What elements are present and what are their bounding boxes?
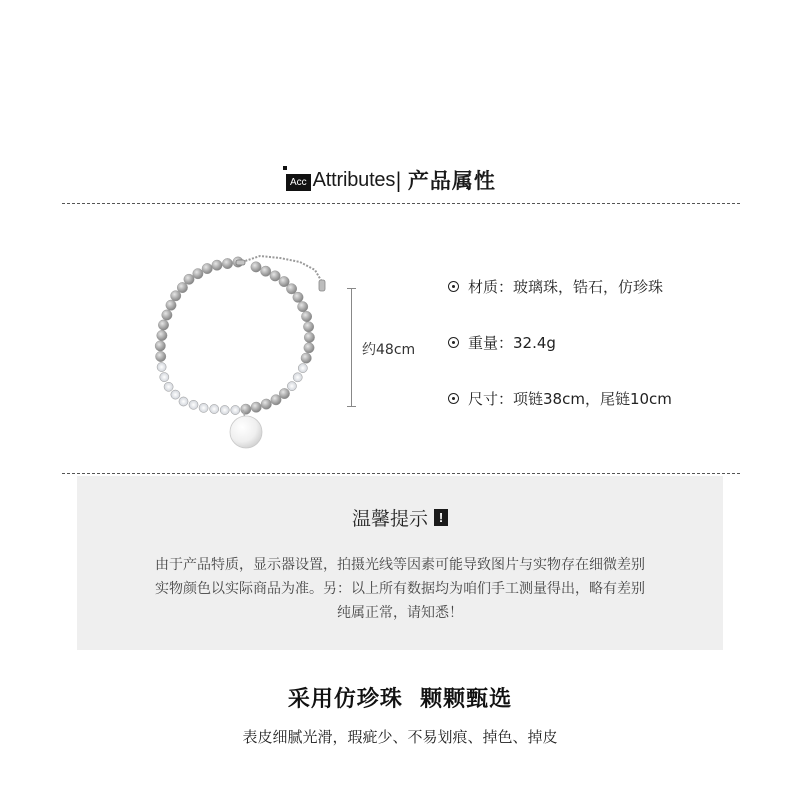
pearl-bead [270,271,280,281]
pearl-bead [304,343,314,353]
pearl-bead [222,258,232,268]
pearl-bead [241,404,251,414]
pearl-bead [261,266,271,276]
pearl-bead [261,399,271,409]
pearl-bead [301,353,311,363]
pearl-bead [162,310,172,320]
tips-title: 温馨提示 [351,508,428,530]
spec-label: 尺寸：项链38cm，尾链10cm [468,390,672,408]
pearl-bead [166,300,176,310]
pearl-bead [251,402,261,412]
pearl-bead [155,341,165,351]
heading-chinese: 产品属性 [407,169,496,193]
pearl-bead [157,330,167,340]
tips-line: 纯属正常，请知悉！ [337,605,463,621]
crystal-bead [220,405,229,414]
chain-tag [319,280,325,291]
dashed-divider-bottom [62,473,740,474]
spec-label: 重量：32.4g [468,334,556,352]
pearl-bead [171,291,181,301]
pearl-bead [177,282,187,292]
heading-separator: | [395,168,402,192]
clasp [236,260,245,265]
dashed-divider-top [62,203,740,204]
bullet-icon [448,281,459,292]
necklace-image [150,240,350,460]
crystal-bead [199,403,208,412]
spec-weight [448,332,556,353]
tips-panel [77,476,723,650]
pearl-bead [184,274,194,284]
bead-strand [155,257,314,415]
spec-size [448,388,672,409]
crystal-bead [231,405,240,414]
pearl-bead [303,322,313,332]
pearl-bead [193,269,203,279]
pearl-bead [293,292,303,302]
crystal-bead [164,382,173,391]
spec-label: 材质：玻璃珠，锆石，仿珍珠 [468,278,664,296]
spec-material [448,276,663,297]
crystal-bead [298,364,307,373]
pearl-bead [212,260,222,270]
pearl-bead [202,263,212,273]
exclamation-icon: ! [434,509,448,526]
section-heading [0,164,800,196]
crystal-bead [171,390,180,399]
crystal-bead [210,404,219,413]
tips-title-row [77,504,723,531]
pearl-bead [251,262,261,272]
bullet-icon [448,337,459,348]
pearl-bead [304,332,314,342]
feature-subtitle: 表皮细腻光滑，瑕疵少、不易划痕、掉色、掉皮 [242,728,558,746]
tips-text [97,553,703,625]
tips-line: 实物颜色以实际商品为准。另：以上所有数据均为咱们手工测量得出，略有差别 [155,581,645,597]
tips-line: 由于产品特质，显示器设置，拍摄光线等因素可能导致图片与实物存在细微差别 [155,557,645,573]
crystal-bead [179,397,188,406]
heading-english: Attributes [312,168,396,191]
pearl-bead [156,351,166,361]
pearl-bead [298,302,308,312]
crystal-bead [157,362,166,371]
pearl-bead [301,311,311,321]
dimension-line [351,288,352,406]
pearl-bead [158,320,168,330]
dimension-cap-bottom [347,406,356,407]
crystal-bead [160,373,169,382]
dimension-label: 约48cm [362,342,416,358]
bullet-icon [448,393,459,404]
pearl-bead [279,276,289,286]
pearl-bead [271,395,281,405]
crystal-bead [293,373,302,382]
feature-title: 采用仿珍珠 颗颗甄选 [287,687,513,712]
pendant-pearl [230,416,262,448]
crystal-bead [189,400,198,409]
crystal-bead [287,382,296,391]
heading-badge: Acc [286,174,311,191]
pearl-bead [279,388,289,398]
